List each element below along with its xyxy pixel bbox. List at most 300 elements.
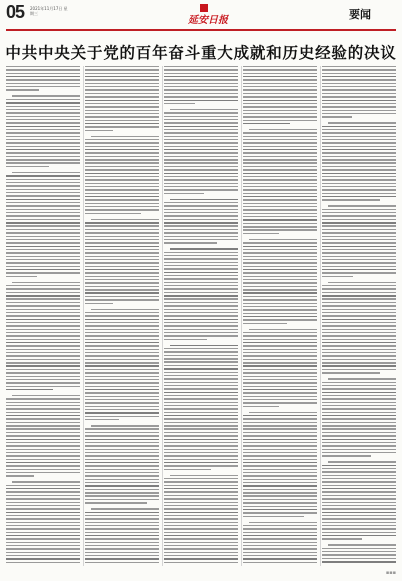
text-line (243, 479, 317, 480)
text-line (322, 495, 396, 496)
text-line (164, 462, 238, 463)
text-line (6, 432, 80, 433)
text-line (243, 445, 317, 446)
text-line (243, 352, 317, 353)
text-line (6, 472, 80, 473)
text-line (6, 365, 80, 366)
text-line (85, 93, 159, 94)
text-line (164, 295, 238, 296)
text-line (322, 382, 396, 383)
text-line (164, 186, 238, 187)
text-line (85, 349, 159, 350)
text-line (85, 392, 159, 393)
text-line (6, 73, 80, 74)
text-line (322, 369, 396, 370)
text-line (85, 558, 159, 559)
text-line (164, 159, 238, 160)
text-line (322, 319, 396, 320)
text-line (6, 428, 80, 429)
text-line (243, 176, 317, 177)
text-line (85, 73, 159, 74)
text-line (164, 428, 238, 429)
text-line (6, 175, 80, 176)
text-line (6, 491, 80, 492)
text-line (328, 461, 396, 462)
text-line (164, 325, 238, 326)
text-line (322, 392, 396, 393)
text-line (243, 462, 317, 463)
text-line (6, 185, 80, 186)
text-line (243, 499, 317, 500)
text-line (322, 162, 396, 163)
text-line (164, 173, 238, 174)
text-line (164, 93, 238, 94)
text-line (322, 481, 396, 482)
text-line (85, 459, 159, 460)
text-line (6, 109, 80, 110)
text-line (6, 126, 80, 127)
text-line (85, 179, 159, 180)
text-line (243, 389, 317, 390)
text-line (85, 319, 159, 320)
text-line (6, 132, 80, 133)
text-line (243, 512, 317, 513)
text-line (322, 309, 396, 310)
text-line (164, 66, 238, 67)
publisher-logo: ▪▪▪ (385, 570, 396, 576)
text-line (6, 352, 80, 353)
text-line (322, 322, 396, 323)
text-line (6, 502, 80, 503)
text-line (322, 538, 362, 539)
text-line (85, 465, 159, 466)
text-line (91, 309, 159, 310)
text-line (6, 369, 80, 370)
text-line (85, 432, 159, 433)
text-line (164, 312, 238, 313)
text-line (85, 345, 159, 346)
text-line (322, 166, 396, 167)
text-line (243, 206, 317, 207)
text-line (164, 315, 238, 316)
text-column (6, 66, 80, 566)
text-line (85, 362, 159, 363)
text-line (243, 365, 317, 366)
text-line (164, 193, 204, 194)
text-line (322, 362, 396, 363)
text-line (322, 222, 396, 223)
text-line (6, 442, 80, 443)
text-line (322, 465, 396, 466)
text-line (85, 555, 159, 556)
text-line (322, 388, 396, 389)
text-line (85, 455, 159, 456)
text-line (243, 439, 317, 440)
text-line (6, 355, 80, 356)
text-line (85, 538, 159, 539)
text-line (164, 119, 238, 120)
text-line (6, 309, 80, 310)
text-line (322, 532, 396, 533)
text-line (322, 113, 396, 114)
text-line (322, 558, 396, 559)
text-line (85, 339, 159, 340)
text-line (322, 232, 396, 233)
text-line (85, 206, 159, 207)
text-line (164, 508, 238, 509)
text-line (164, 358, 238, 359)
text-line (85, 412, 159, 413)
text-line (164, 439, 238, 440)
text-line (6, 382, 80, 383)
page-header (0, 0, 402, 30)
text-line (164, 469, 211, 470)
text-line (6, 495, 80, 496)
text-line (322, 209, 396, 210)
text-line (164, 205, 238, 206)
text-line (85, 159, 159, 160)
text-line (164, 302, 238, 303)
article-headline: 中共中央关于党的百年奋斗重大成就和历史经验的决议 (5, 44, 397, 62)
text-line (6, 305, 80, 306)
text-line (322, 425, 396, 426)
text-line (85, 169, 159, 170)
text-line (243, 139, 317, 140)
text-line (243, 309, 317, 310)
column-divider (162, 66, 163, 566)
text-line (164, 278, 238, 279)
text-line (243, 259, 317, 260)
text-line (6, 112, 80, 113)
text-line (12, 172, 80, 173)
text-column (85, 66, 159, 566)
text-line (6, 545, 80, 546)
text-line (322, 335, 396, 336)
text-line (6, 422, 80, 423)
text-line (164, 452, 238, 453)
page-footer (0, 571, 402, 581)
text-line (322, 96, 396, 97)
text-line (322, 86, 396, 87)
text-line (243, 132, 317, 133)
text-line (243, 103, 317, 104)
text-line (6, 435, 80, 436)
text-line (164, 166, 238, 167)
text-line (164, 505, 238, 506)
text-line (243, 482, 317, 483)
text-line (6, 236, 80, 237)
text-line (243, 303, 317, 304)
text-line (164, 548, 238, 549)
text-line (322, 219, 396, 220)
text-line (243, 296, 317, 297)
text-line (164, 348, 238, 349)
text-line (322, 342, 396, 343)
text-line (164, 268, 238, 269)
text-line (164, 73, 238, 74)
text-line (322, 349, 396, 350)
text-line (6, 272, 80, 273)
text-line (164, 412, 238, 413)
text-line (164, 219, 238, 220)
text-line (322, 302, 396, 303)
text-line (6, 122, 80, 123)
text-line (6, 256, 80, 257)
text-line (243, 372, 317, 373)
text-line (85, 352, 159, 353)
text-line (85, 193, 159, 194)
text-line (322, 292, 396, 293)
text-line (164, 351, 238, 352)
text-line (243, 233, 279, 234)
text-line (85, 259, 159, 260)
text-line (322, 169, 396, 170)
text-line (85, 76, 159, 77)
text-line (243, 562, 317, 563)
text-line (6, 266, 80, 267)
text-line (6, 179, 80, 180)
text-line (6, 262, 80, 263)
text-line (164, 282, 238, 283)
text-line (85, 472, 159, 473)
text-line (243, 465, 317, 466)
text-line (322, 103, 396, 104)
text-line (322, 126, 396, 127)
text-line (164, 262, 238, 263)
text-line (12, 282, 80, 283)
text-line (6, 162, 80, 163)
text-line (243, 342, 317, 343)
text-line (322, 508, 396, 509)
text-line (243, 223, 317, 224)
text-line (322, 196, 396, 197)
text-line (243, 472, 317, 473)
text-line (85, 152, 159, 153)
text-line (243, 282, 317, 283)
text-line (164, 83, 238, 84)
text-line (85, 149, 159, 150)
text-line (243, 548, 317, 549)
text-line (85, 239, 159, 240)
text-line (243, 162, 317, 163)
text-line (6, 322, 80, 323)
text-line (6, 425, 80, 426)
text-line (85, 156, 159, 157)
text-line (243, 76, 317, 77)
text-line (6, 246, 80, 247)
text-line (85, 528, 159, 529)
text-line (322, 478, 396, 479)
text-line (6, 528, 80, 529)
text-line (85, 126, 159, 127)
text-line (164, 545, 238, 546)
text-line (85, 203, 159, 204)
text-line (6, 562, 80, 563)
text-line (249, 522, 317, 523)
text-line (322, 83, 396, 84)
text-line (322, 76, 396, 77)
text-line (322, 100, 396, 101)
text-line (6, 139, 80, 140)
text-line (322, 252, 396, 253)
text-line (85, 515, 159, 516)
text-line (243, 149, 317, 150)
text-line (322, 551, 396, 552)
text-line (85, 266, 159, 267)
text-line (6, 252, 80, 253)
text-line (322, 315, 396, 316)
text-line (6, 99, 80, 100)
text-line (243, 402, 317, 403)
text-line (164, 139, 238, 140)
text-line (6, 249, 80, 250)
text-line (6, 302, 80, 303)
text-line (85, 372, 159, 373)
text-line (243, 359, 317, 360)
text-line (85, 499, 159, 500)
text-line (85, 110, 159, 111)
text-column (164, 66, 238, 566)
text-line (243, 415, 317, 416)
text-line (164, 382, 238, 383)
text-line (85, 256, 159, 257)
text-line (322, 312, 396, 313)
text-line (164, 375, 238, 376)
text-line (164, 495, 238, 496)
text-line (322, 548, 396, 549)
text-line (85, 492, 159, 493)
text-line (243, 528, 317, 529)
text-line (164, 162, 238, 163)
text-line (6, 455, 80, 456)
text-line (243, 459, 317, 460)
text-line (322, 505, 396, 506)
text-line (164, 215, 238, 216)
text-line (85, 162, 159, 163)
text-line (243, 229, 317, 230)
text-line (243, 535, 317, 536)
text-line (243, 469, 317, 470)
text-line (6, 192, 80, 193)
text-line (322, 225, 396, 226)
text-line (164, 179, 238, 180)
text-line (6, 418, 80, 419)
text-line (164, 242, 217, 243)
text-line (249, 239, 317, 240)
text-line (6, 219, 80, 220)
text-line (85, 365, 159, 366)
text-line (164, 252, 238, 253)
text-line (164, 212, 238, 213)
masthead-title: 延安日报 (188, 15, 228, 26)
text-line (85, 286, 159, 287)
text-line (243, 169, 317, 170)
text-line (243, 166, 317, 167)
text-line (85, 209, 159, 210)
text-line (6, 535, 80, 536)
text-line (164, 465, 238, 466)
text-line (6, 319, 80, 320)
text-line (322, 468, 396, 469)
text-line (85, 189, 159, 190)
text-line (164, 558, 238, 559)
text-line (6, 339, 80, 340)
text-line (85, 485, 159, 486)
text-line (6, 285, 80, 286)
text-line (164, 189, 238, 190)
text-line (243, 73, 317, 74)
text-line (6, 86, 80, 87)
text-line (322, 455, 371, 456)
text-line (6, 189, 80, 190)
text-line (322, 249, 396, 250)
text-line (322, 229, 396, 230)
text-line (164, 535, 238, 536)
section-name: 要闻 (349, 8, 371, 21)
text-line (85, 502, 147, 503)
text-line (164, 365, 238, 366)
text-line (6, 376, 80, 377)
text-line (243, 362, 317, 363)
text-line (164, 532, 238, 533)
text-line (243, 386, 317, 387)
text-line (85, 222, 159, 223)
text-line (243, 489, 317, 490)
text-line (243, 142, 317, 143)
text-line (243, 475, 317, 476)
text-line (322, 485, 396, 486)
text-line (164, 488, 238, 489)
text-line (164, 449, 238, 450)
text-line (6, 518, 80, 519)
text-line (6, 315, 80, 316)
text-line (85, 396, 159, 397)
text-line (243, 428, 317, 429)
text-line (164, 292, 238, 293)
text-line (322, 116, 352, 117)
text-line (322, 329, 396, 330)
text-line (164, 415, 238, 416)
text-line (85, 369, 159, 370)
text-line (322, 405, 396, 406)
text-line (85, 332, 159, 333)
text-line (322, 355, 396, 356)
text-line (243, 313, 317, 314)
text-line (6, 142, 80, 143)
text-line (322, 269, 396, 270)
text-line (243, 69, 317, 70)
text-line (6, 205, 80, 206)
text-line (164, 225, 238, 226)
text-line (322, 502, 396, 503)
text-line (6, 508, 80, 509)
text-line (243, 492, 317, 493)
text-line (249, 129, 317, 130)
column-divider (241, 66, 242, 566)
text-line (243, 316, 317, 317)
text-line (243, 506, 317, 507)
text-line (164, 112, 238, 113)
text-line (322, 412, 396, 413)
text-line (164, 432, 238, 433)
text-line (164, 498, 238, 499)
text-line (85, 246, 159, 247)
text-line (164, 378, 238, 379)
text-line (322, 442, 396, 443)
text-line (164, 309, 238, 310)
text-line (164, 422, 238, 423)
text-line (322, 449, 396, 450)
